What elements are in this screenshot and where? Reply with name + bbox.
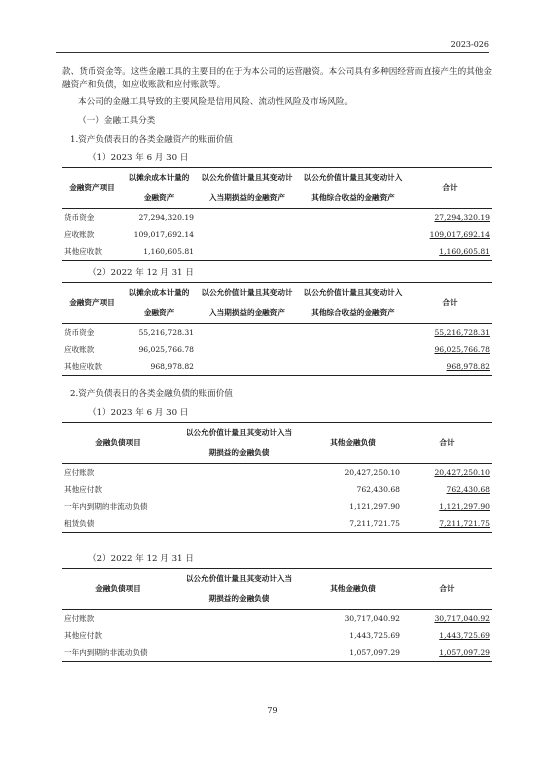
liabilities-table-2022 bbox=[62, 568, 492, 662]
other-liability-value: 1,121,297.90 bbox=[349, 502, 400, 512]
total-value: 30,717,040.92 bbox=[434, 613, 490, 623]
col-header-item: 金融资产项目 bbox=[62, 168, 122, 209]
total-value: 96,025,766.78 bbox=[434, 345, 490, 355]
section-title-classification: （一）金融工具分类 bbox=[78, 115, 156, 126]
col-header-item: 金融资产项目 bbox=[62, 283, 122, 324]
row-label: 其他应付款 bbox=[64, 485, 102, 495]
row-label: 租赁负债 bbox=[62, 515, 174, 533]
section-title-assets: 1.资产负债表日的各类金融资产的账面价值 bbox=[70, 134, 233, 145]
row-label: 应收账款 bbox=[64, 230, 95, 240]
col-header-fvpl-2: 入当期损益的金融资产 bbox=[196, 303, 298, 324]
period-label-assets-2022: （2）2022 年 12 月 31 日 bbox=[88, 268, 194, 279]
other-liability-value: 20,427,250.10 bbox=[344, 468, 400, 478]
col-header-total: 合计 bbox=[402, 423, 492, 464]
table-row bbox=[62, 324, 492, 342]
table-row bbox=[62, 226, 492, 243]
assets-table-2022 bbox=[62, 282, 492, 376]
total-value: 1,057,097.29 bbox=[439, 647, 490, 657]
table-row bbox=[62, 209, 492, 227]
table-row bbox=[62, 243, 492, 261]
col-header-fvoci: 以公允价值计量且其变动计入 bbox=[298, 283, 408, 304]
amortized-value: 96,025,766.78 bbox=[138, 345, 194, 355]
col-header-other: 其他金融负债 bbox=[304, 568, 402, 609]
other-liability-value: 1,057,097.29 bbox=[304, 644, 402, 662]
row-label: 应付账款 bbox=[64, 468, 95, 478]
row-label: 货币资金 bbox=[64, 328, 95, 338]
col-header-fvpl-2: 入当期损益的金融资产 bbox=[196, 188, 298, 209]
col-header-amortized-2: 金融资产 bbox=[122, 303, 196, 324]
period-label-assets-2023: （1）2023 年 6 月 30 日 bbox=[88, 153, 189, 164]
col-header-fvpl: 以公允价值计量且其变动计入当 bbox=[174, 423, 304, 444]
other-liability-value: 30,717,040.92 bbox=[344, 613, 400, 623]
col-header-amortized: 以摊余成本计量的 bbox=[122, 283, 196, 304]
col-header-amortized-2: 金融资产 bbox=[122, 188, 196, 209]
table-row bbox=[62, 358, 492, 376]
document-code: 2023-026 bbox=[450, 40, 489, 49]
col-header-fvoci-2: 其他综合收益的金融资产 bbox=[298, 188, 408, 209]
assets-table-2023 bbox=[62, 167, 492, 261]
other-liability-value: 1,443,725.69 bbox=[349, 630, 400, 640]
total-value: 27,294,320.19 bbox=[434, 213, 490, 223]
col-header-fvpl-2: 期损益的金融负债 bbox=[174, 589, 304, 610]
table-row bbox=[62, 464, 492, 482]
document-body bbox=[62, 66, 492, 662]
total-value: 1,160,605.81 bbox=[439, 247, 490, 257]
row-label: 一年内到期的非流动负债 bbox=[64, 502, 148, 512]
col-header-other: 其他金融负债 bbox=[304, 423, 402, 464]
col-header-fvpl: 以公允价值计量且其变动计 bbox=[196, 283, 298, 304]
row-label: 应收账款 bbox=[64, 345, 95, 355]
row-label: 其他应收款 bbox=[62, 358, 122, 376]
amortized-value: 968,978.82 bbox=[122, 358, 196, 376]
total-value: 20,427,250.10 bbox=[434, 468, 490, 478]
total-value: 55,216,728.31 bbox=[434, 328, 490, 338]
page-number: 79 bbox=[267, 706, 278, 715]
total-value: 968,978.82 bbox=[446, 362, 490, 372]
col-header-total: 合计 bbox=[408, 283, 492, 324]
other-liability-value: 762,430.68 bbox=[356, 485, 400, 495]
period-label-liab-2022: （2）2022 年 12 月 31 日 bbox=[88, 554, 194, 565]
amortized-value: 27,294,320.19 bbox=[138, 213, 194, 223]
col-header-fvpl: 以公允价值计量且其变动计入当 bbox=[174, 568, 304, 589]
col-header-fvpl: 以公允价值计量且其变动计 bbox=[196, 168, 298, 189]
row-label: 应付账款 bbox=[64, 613, 95, 623]
paragraph-financing: 款、货币资金等。这些金融工具的主要目的在于为本公司的运营融资。本公司具有多种因经营而直接产生的其他金融资产和负债，如应收账款和应付账款等。 bbox=[62, 67, 492, 90]
table-row bbox=[62, 627, 492, 644]
period-label-liab-2023: （1）2023 年 6 月 30 日 bbox=[88, 408, 189, 419]
row-label: 其他应收款 bbox=[62, 243, 122, 261]
col-header-item: 金融负债项目 bbox=[62, 423, 174, 464]
total-value: 109,017,692.14 bbox=[429, 230, 490, 240]
paragraph-risks: 本公司的金融工具导致的主要风险是信用风险、流动性风险及市场风险。 bbox=[78, 96, 354, 107]
col-header-total: 合计 bbox=[408, 168, 492, 209]
amortized-value: 55,216,728.31 bbox=[138, 328, 194, 338]
col-header-fvoci: 以公允价值计量且其变动计入 bbox=[298, 168, 408, 189]
table-row bbox=[62, 644, 492, 662]
row-label: 货币资金 bbox=[64, 213, 95, 223]
table-row bbox=[62, 341, 492, 358]
liabilities-table-2023 bbox=[62, 422, 492, 533]
table-row bbox=[62, 498, 492, 515]
section-title-liabilities: 2.资产负债表日的各类金融负债的账面价值 bbox=[70, 389, 233, 400]
total-value: 1,443,725.69 bbox=[439, 630, 490, 640]
total-value: 1,121,297.90 bbox=[439, 502, 490, 512]
table-row bbox=[62, 481, 492, 498]
col-header-fvoci-2: 其他综合收益的金融资产 bbox=[298, 303, 408, 324]
other-liability-value: 7,211,721.75 bbox=[304, 515, 402, 533]
header-divider bbox=[56, 52, 489, 53]
amortized-value: 109,017,692.14 bbox=[133, 230, 194, 240]
table-row bbox=[62, 609, 492, 627]
col-header-amortized: 以摊余成本计量的 bbox=[122, 168, 196, 189]
total-value: 7,211,721.75 bbox=[439, 519, 490, 529]
amortized-value: 1,160,605.81 bbox=[122, 243, 196, 261]
row-label: 一年内到期的非流动负债 bbox=[62, 644, 174, 662]
row-label: 其他应付款 bbox=[64, 630, 102, 640]
col-header-fvpl-2: 期损益的金融负债 bbox=[174, 443, 304, 464]
total-value: 762,430.68 bbox=[446, 485, 490, 495]
table-row bbox=[62, 515, 492, 533]
col-header-item: 金融负债项目 bbox=[62, 568, 174, 609]
col-header-total: 合计 bbox=[402, 568, 492, 609]
